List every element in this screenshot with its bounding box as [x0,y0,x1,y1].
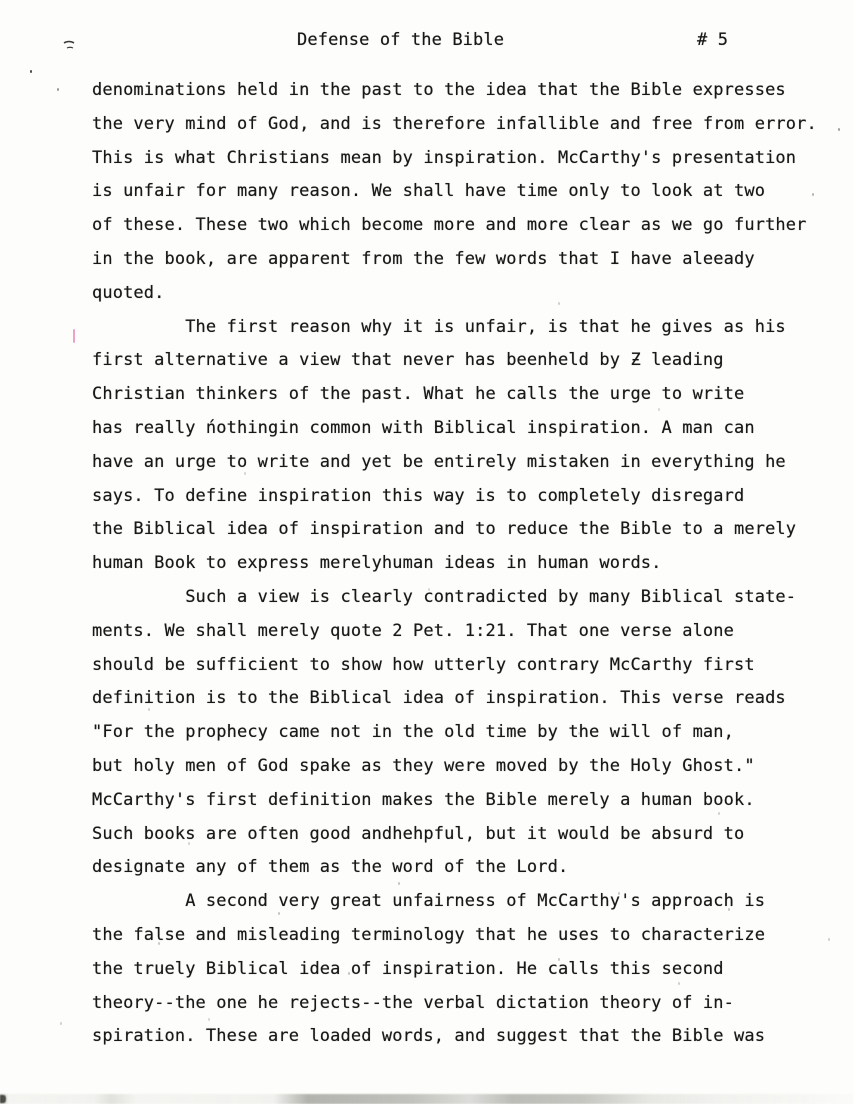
text-line: definition is to the Biblical idea of inspiration. This verse reads [92,688,786,709]
text-line: has really ńothingin common with Biblical inspiration. A man can [92,417,755,438]
page-header [0,30,854,54]
text-line: A second very great unfairness of McCarthy's approach is [92,891,766,912]
document-title: Defense of the Bible [297,30,505,50]
text-line: Christian thinkers of the past. What he calls the urge to write [92,384,745,405]
text-line: human Book to express merelyhuman ideas in human words. [92,553,662,574]
scan-edge-shadow [0,1094,854,1104]
text-line: The first reason why it is unfair, is that he gives as his [92,316,786,337]
text-line: says. To define inspiration this way is to completely disregard [92,485,745,506]
text-line: is unfair for many reason. We shall have time only to look at two [92,181,766,202]
text-line: quoted. [92,282,165,303]
text-line: have an urge to write and yet be entirely mistaken in everything he [92,451,786,472]
text-line: of these. These two which become more and more clear as we go further [92,215,807,236]
text-line: McCarthy's first definition makes the Bible merely a human book. [92,789,755,810]
text-line: Such books are often good andhehpful, but it would be absurd to [92,823,745,844]
text-line: spiration. These are loaded words, and suggest that the Bible was [92,1026,766,1047]
scan-corner-mark [0,1095,6,1103]
text-line: the false and misleading terminology that he uses to characterize [92,924,766,945]
text-line: designate any of them as the word of the Lord. [92,857,569,878]
text-line: "For the prophecy came not in the old time by the will of man, [92,722,735,743]
text-line: but holy men of God spake as they were moved by the Holy Ghost." [92,755,755,776]
text-line: This is what Christians mean by inspiration. McCarthy's presentation [92,147,797,168]
text-line: the very mind of God, and is therefore infallible and free from error. [92,113,817,134]
text-line: the Biblical idea of inspiration and to reduce the Bible to a merely [92,519,797,540]
text-line: should be sufficient to show how utterly contrary McCarthy first [92,654,755,675]
scan-noise-specks [30,70,32,73]
document-body [92,74,832,1054]
scan-artifact-pink-mark [73,329,75,343]
text-line: the truely Biblical idea of inspiration. He calls this second [92,958,724,979]
text-line: Such a view is clearly contradicted by many Biblical state- [92,586,797,607]
text-line: theory--the one he rejects--the verbal dictation theory of in- [92,992,735,1013]
text-line: in the book, are apparent from the few words that I have aleeady [92,248,755,269]
text-line: denominations held in the past to the idea that the Bible expresses [92,80,786,100]
text-line: ments. We shall merely quote 2 Pet. 1:21. That one verse alone [92,620,735,641]
text-line: first alternative a view that never has beenheld by Ƶ leading [92,350,724,371]
page-number: # 5 [697,30,729,50]
